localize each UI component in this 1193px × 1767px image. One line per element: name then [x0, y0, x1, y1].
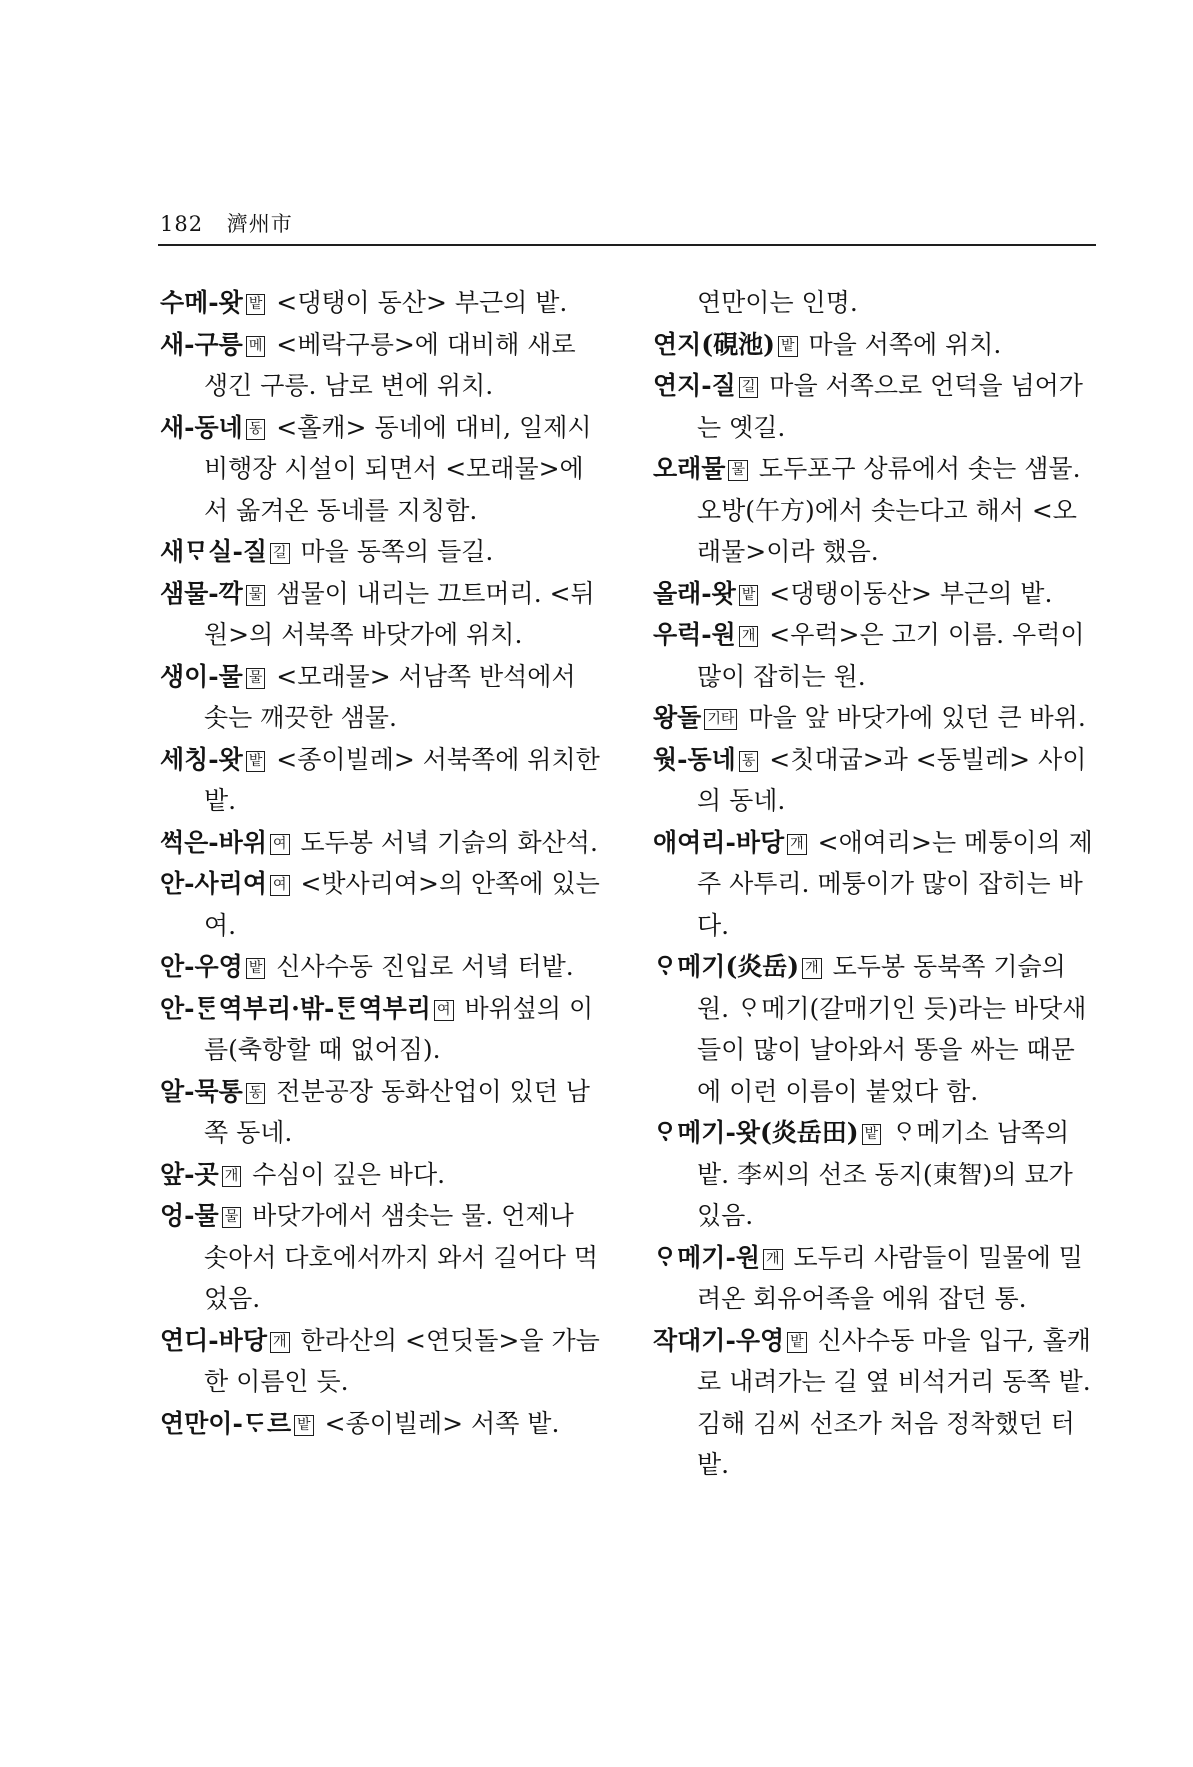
category-tag: 밭 [787, 1332, 807, 1353]
entry-term: 왕돌 [653, 703, 702, 732]
entry-term: ᄋᆞ메기(炎岳) [653, 952, 800, 981]
category-tag: 밭 [862, 1124, 882, 1145]
entry-definition: 신사수동 마을 입구, 홀캐로 내려가는 길 옆 비석거리 동쪽 밭. 김해 김씨 선조가 처음 정착했던 터밭. [697, 1325, 1091, 1479]
category-tag: 개 [763, 1249, 783, 1270]
category-tag: 물 [222, 1207, 242, 1228]
entry-definition: <종이빌레> 서북쪽에 위치한 밭. [204, 744, 600, 815]
dictionary-entry [160, 656, 602, 739]
header-rule [158, 244, 1096, 246]
entry-term: 세칭-왓 [160, 744, 243, 774]
dictionary-entry [653, 1237, 1095, 1320]
category-tag: 개 [802, 958, 822, 979]
dictionary-entry [653, 1112, 1095, 1237]
dictionary-entry [653, 324, 1095, 366]
category-tag: 개 [787, 834, 807, 855]
left-column [160, 282, 602, 1444]
entry-term: 연지-질 [653, 371, 736, 400]
entry-definition: 마을 앞 바닷가에 있던 큰 바위. [740, 703, 1086, 732]
entry-definition: 샘물이 내리는 끄트머리. <뒤원>의 서북쪽 바닷가에 위치. [204, 578, 595, 649]
running-header [160, 208, 293, 238]
dictionary-entry [653, 573, 1095, 615]
entry-definition: ᄋᆞ메기소 남쪽의 밭. 李씨의 선조 동지(東智)의 묘가 있음. [697, 1118, 1073, 1230]
entry-term: ᄋᆞ메기-왓(炎岳田) [653, 1118, 859, 1147]
dictionary-entry [160, 282, 602, 324]
dictionary-entry [653, 697, 1095, 739]
category-tag: 기타 [704, 709, 737, 730]
dictionary-entry [653, 822, 1095, 947]
entry-term: 안-사리여 [160, 869, 267, 898]
dictionary-entry [160, 822, 602, 864]
entry-term: ᄋᆞ메기-원 [653, 1242, 760, 1272]
entry-definition: <밧사리여>의 안쪽에 있는 여. [204, 869, 600, 940]
dictionary-entry [653, 946, 1095, 1112]
entry-definition: <댕탱이동산> 부근의 밭. [761, 578, 1053, 608]
entry-definition: 도두리 사람들이 밀물에 밀려온 회유어족을 에워 잡던 통. [697, 1242, 1083, 1313]
entry-definition: 도두봉 동북쪽 기슭의 원. ᄋᆞ메기(갈매기인 듯)라는 바닷새들이 많이 날아와서 똥을 싸는 때문에 이런 이름이 붙었다 함. [697, 952, 1087, 1106]
entry-term: 안-우영 [160, 952, 243, 981]
category-tag: 길 [270, 543, 290, 564]
entry-term: 새-구릉 [160, 329, 243, 359]
category-tag: 개 [739, 626, 759, 647]
entry-definition: 마을 서쪽으로 언덕을 넘어가는 옛길. [697, 371, 1083, 442]
entry-definition: 신사수동 진입로 서녘 터밭. [268, 952, 574, 981]
entry-definition: 한라산의 <연딧돌>을 가늠한 이름인 듯. [204, 1325, 600, 1396]
entry-term: 우럭-원 [653, 620, 736, 649]
entry-definition: 도두봉 서녘 기슭의 화산석. [292, 827, 598, 857]
entry-definition: <종이빌레> 서쪽 밭. [316, 1408, 560, 1438]
category-tag: 밭 [739, 585, 759, 606]
dictionary-entry [160, 739, 602, 822]
dictionary-entry [160, 988, 602, 1071]
category-tag: 여 [434, 1000, 454, 1021]
category-tag: 길 [739, 377, 759, 398]
entry-term: 애여리-바당 [653, 827, 785, 857]
entry-definition: 도두포구 상류에서 솟는 샘물. 오방(午方)에서 솟는다고 해서 <오래물>이라 했음. [697, 454, 1081, 566]
dictionary-entry [160, 1320, 602, 1403]
entry-term: 앞-곳 [160, 1159, 219, 1189]
entry-term: 연만이-ᄃᆞ르 [160, 1408, 292, 1438]
entry-definition: 마을 서쪽에 위치. [800, 329, 1002, 359]
entry-definition: 연만이는 인명. [697, 288, 858, 317]
entry-term: 썩은-바위 [160, 827, 267, 857]
dictionary-entry [653, 448, 1095, 573]
entry-definition: 수심이 깊은 바다. [244, 1159, 446, 1189]
category-tag: 개 [222, 1166, 242, 1187]
entry-definition: <홀캐> 동네에 대비, 일제시 비행장 시설이 되면서 <모래물>에서 옮겨온 동네를 지칭함. [204, 412, 592, 525]
entry-term: 샘물-깍 [160, 578, 243, 608]
dictionary-entry [160, 407, 602, 532]
category-tag: 개 [270, 1332, 290, 1353]
category-tag: 동 [739, 751, 759, 772]
category-tag: 여 [270, 834, 290, 855]
category-tag: 물 [246, 668, 266, 689]
entry-definition: <우럭>은 고기 이름. 우럭이 많이 잡히는 원. [697, 620, 1085, 691]
entry-term: 작대기-우영 [653, 1325, 785, 1355]
category-tag: 밭 [778, 336, 798, 357]
right-column [653, 282, 1095, 1486]
header-title: 濟州市 [226, 212, 293, 236]
entry-term: 안-ᄐᆞᆫ역부리·밖-ᄐᆞᆫ역부리 [160, 993, 431, 1023]
entry-term: 새ᄆᆞ실-질 [160, 537, 267, 566]
page-number: 182 [160, 212, 204, 236]
dictionary-entry [160, 946, 602, 988]
category-tag: 메 [246, 336, 266, 357]
entry-term: 연디-바당 [160, 1325, 267, 1355]
category-tag: 동 [246, 419, 266, 440]
dictionary-entry [160, 531, 602, 573]
entry-definition: <댕탱이 동산> 부근의 밭. [268, 288, 568, 317]
category-tag: 물 [728, 460, 748, 481]
dictionary-entry [653, 739, 1095, 822]
dictionary-entry [653, 282, 1095, 324]
dictionary-entry [160, 863, 602, 946]
entry-definition: 바위섶의 이름(축항할 때 없어짐). [204, 993, 594, 1064]
entry-term: 올래-왓 [653, 578, 736, 608]
dictionary-entry [653, 1320, 1095, 1486]
dictionary-entry [653, 365, 1095, 448]
entry-definition: 전분공장 동화산업이 있던 남쪽 동네. [204, 1076, 590, 1147]
entry-definition: <모래물> 서남쪽 반석에서 솟는 깨끗한 샘물. [204, 661, 576, 732]
dictionary-entry [160, 1403, 602, 1445]
dictionary-entry [653, 614, 1095, 697]
dictionary-entry [160, 1195, 602, 1320]
entry-term: 오래물 [653, 454, 726, 483]
entry-definition: 바닷가에서 샘솟는 물. 언제나 솟아서 다호에서까지 와서 길어다 먹었음. [204, 1201, 599, 1313]
entry-definition: 마을 동쪽의 들길. [292, 537, 494, 566]
category-tag: 밭 [246, 751, 266, 772]
dictionary-entry [160, 573, 602, 656]
entry-term: 엉-물 [160, 1201, 219, 1230]
category-tag: 밭 [246, 294, 266, 315]
category-tag: 동 [246, 1083, 266, 1104]
entry-term: 새-동네 [160, 412, 243, 442]
category-tag: 여 [270, 875, 290, 896]
dictionary-entry [160, 1071, 602, 1154]
entry-term: 알-묵통 [160, 1076, 243, 1106]
category-tag: 물 [246, 585, 266, 606]
dictionary-entry [160, 324, 602, 407]
entry-definition: <애여리>는 메퉁이의 제주 사투리. 메퉁이가 많이 잡히는 바다. [697, 827, 1093, 940]
entry-term: 웟-동네 [653, 744, 736, 774]
category-tag: 밭 [246, 958, 266, 979]
entry-definition: <베락구릉>에 대비해 새로 생긴 구릉. 남로 변에 위치. [204, 329, 576, 400]
entry-term: 연지(硯池) [653, 329, 775, 359]
entry-definition: <칫대굽>과 <동빌레> 사이의 동네. [697, 744, 1087, 815]
category-tag: 밭 [294, 1415, 314, 1436]
dictionary-entry [160, 1154, 602, 1196]
entry-term: 생이-물 [160, 661, 243, 691]
entry-term: 수메-왓 [160, 288, 243, 317]
